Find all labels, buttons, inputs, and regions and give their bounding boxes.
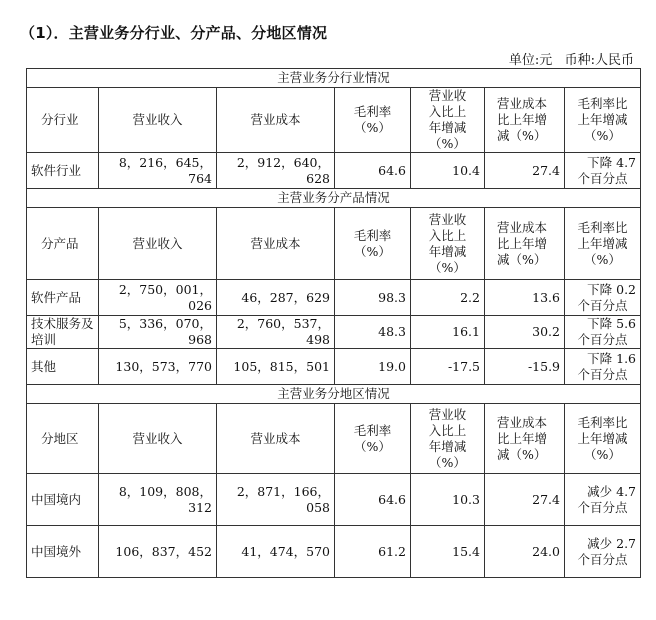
revenue-cell: 106，837，452 [99, 526, 217, 578]
main-business-table [26, 68, 641, 578]
gm-change-header-line: 毛利率比 [577, 414, 628, 430]
table-row [27, 526, 641, 578]
gm-change-cell [565, 474, 641, 526]
table-row [27, 474, 641, 526]
row-category: 软件行业 [27, 153, 99, 189]
column-header-row [27, 88, 641, 153]
gross-margin-header-line: 毛利率 [353, 422, 392, 438]
gm-change-cell [565, 349, 641, 385]
revenue-cell: 8，216，645，764 [99, 153, 217, 189]
cost-change-header-line: 比上年增 [497, 112, 548, 127]
dimension-header: 分地区 [27, 404, 99, 474]
cost-change-header-line: 营业成本 [497, 96, 548, 111]
cost-change-header-line: 营业成本 [497, 414, 548, 430]
gm-change-line: 减少 4.7 [587, 483, 636, 499]
cost-change-cell: 24.0 [485, 526, 565, 578]
revenue-change-header-line: 营业收 [428, 406, 467, 422]
row-category: 中国境外 [27, 526, 99, 578]
revenue-change-header-line: 营业收 [428, 88, 467, 103]
cost-cell: 105，815，501 [217, 349, 335, 385]
cost-cell: 46，287，629 [217, 280, 335, 316]
table-row [27, 316, 641, 349]
row-category: 软件产品 [27, 280, 99, 316]
cost-change-cell: 30.2 [485, 316, 565, 349]
gross-margin-cell: 64.6 [335, 474, 411, 526]
revenue-cell: 5，336，070，968 [99, 316, 217, 349]
revenue-change-header-line: 年增减 [428, 243, 467, 259]
gm-change-header-line: 上年增减 [577, 430, 628, 446]
revenue-cell: 130，573，770 [99, 349, 217, 385]
revenue-change-header [411, 404, 485, 474]
column-header-row [27, 208, 641, 280]
revenue-change-cell: 15.4 [411, 526, 485, 578]
section-title-row [27, 385, 641, 404]
cost-change-header-line: 营业成本 [497, 219, 548, 235]
cost-change-cell: 27.4 [485, 474, 565, 526]
gm-change-line: 下降 4.7 [587, 154, 636, 170]
dimension-header: 分产品 [27, 208, 99, 280]
gm-change-line: 减少 2.7 [587, 535, 636, 551]
revenue-change-header [411, 88, 485, 153]
table-row [27, 349, 641, 385]
gross-margin-header-line: 毛利率 [353, 227, 392, 243]
revenue-change-header [411, 208, 485, 280]
column-header-row [27, 404, 641, 474]
revenue-change-header-line: （%） [429, 259, 466, 275]
gm-change-header-line: 毛利率比 [577, 96, 628, 111]
gm-change-header [565, 404, 641, 474]
revenue-header: 营业收入 [99, 88, 217, 153]
gm-change-header-line: 上年增减 [577, 235, 628, 251]
cost-cell: 2，760，537，498 [217, 316, 335, 349]
cost-header: 营业成本 [217, 208, 335, 280]
revenue-change-header-line: 入比上 [428, 422, 467, 438]
cost-cell: 41，474，570 [217, 526, 335, 578]
gross-margin-header-line: （%） [354, 243, 391, 259]
cost-change-header [485, 404, 565, 474]
gm-change-line: 下降 1.6 [587, 350, 636, 366]
cost-change-header-line: 比上年增 [497, 235, 548, 251]
gm-change-line: 个百分点 [577, 332, 628, 347]
table-row [27, 153, 641, 189]
gm-change-cell [565, 153, 641, 189]
gm-change-header-line: （%） [584, 128, 621, 143]
cost-header: 营业成本 [217, 404, 335, 474]
cost-change-cell: 27.4 [485, 153, 565, 189]
cost-change-header-line: 比上年增 [497, 430, 548, 446]
gm-change-header [565, 88, 641, 153]
gross-margin-header-line: （%） [354, 438, 391, 454]
unit-currency-note: 单位:元 币种:人民币 [508, 53, 634, 68]
cost-change-header-line: 减（%） [497, 251, 547, 267]
gross-margin-cell: 61.2 [335, 526, 411, 578]
revenue-change-header-line: （%） [429, 454, 466, 470]
section-title-row [27, 69, 641, 88]
revenue-change-header-line: 入比上 [428, 104, 467, 119]
row-category: 技术服务及培训 [27, 316, 99, 349]
gm-change-line: 个百分点 [577, 551, 628, 567]
gm-change-cell [565, 316, 641, 349]
section-title: 主营业务分地区情况 [27, 385, 641, 404]
section-title: 主营业务分产品情况 [27, 189, 641, 208]
cost-header: 营业成本 [217, 88, 335, 153]
gm-change-cell [565, 280, 641, 316]
section-heading: （1）．主营业务分行业、分产品、分地区情况 [20, 24, 328, 42]
gross-margin-cell: 19.0 [335, 349, 411, 385]
gross-margin-header-line: 毛利率 [353, 104, 392, 119]
section-title-row [27, 189, 641, 208]
revenue-change-header-line: 年增减 [428, 120, 467, 135]
revenue-cell: 2，750，001，026 [99, 280, 217, 316]
gm-change-header-line: （%） [584, 251, 621, 267]
revenue-change-cell: 2.2 [411, 280, 485, 316]
gm-change-header-line: 上年增减 [577, 112, 628, 127]
revenue-change-cell: 16.1 [411, 316, 485, 349]
cost-change-header-line: 减（%） [497, 446, 547, 462]
cost-cell: 2，912，640，628 [217, 153, 335, 189]
revenue-change-cell: -17.5 [411, 349, 485, 385]
gross-margin-header [335, 88, 411, 153]
cost-change-header [485, 88, 565, 153]
cost-change-cell: -15.9 [485, 349, 565, 385]
section-title: 主营业务分行业情况 [27, 69, 641, 88]
gm-change-cell [565, 526, 641, 578]
revenue-change-header-line: （%） [429, 136, 466, 151]
gm-change-line: 个百分点 [577, 170, 628, 186]
gross-margin-cell: 48.3 [335, 316, 411, 349]
table-row [27, 280, 641, 316]
gm-change-line: 下降 5.6 [587, 316, 636, 331]
revenue-change-cell: 10.3 [411, 474, 485, 526]
gross-margin-header-line: （%） [354, 120, 391, 135]
cost-change-header-line: 减（%） [497, 128, 547, 143]
revenue-change-header-line: 入比上 [428, 227, 467, 243]
gm-change-header-line: 毛利率比 [577, 219, 628, 235]
gross-margin-cell: 98.3 [335, 280, 411, 316]
cost-change-cell: 13.6 [485, 280, 565, 316]
gross-margin-cell: 64.6 [335, 153, 411, 189]
revenue-change-header-line: 营业收 [428, 211, 467, 227]
row-category: 其他 [27, 349, 99, 385]
gross-margin-header [335, 404, 411, 474]
revenue-change-cell: 10.4 [411, 153, 485, 189]
revenue-change-header-line: 年增减 [428, 438, 467, 454]
gm-change-header-line: （%） [584, 446, 621, 462]
gross-margin-header [335, 208, 411, 280]
cost-cell: 2，871，166，058 [217, 474, 335, 526]
revenue-header: 营业收入 [99, 404, 217, 474]
cost-change-header [485, 208, 565, 280]
revenue-cell: 8，109，808，312 [99, 474, 217, 526]
gm-change-line: 个百分点 [577, 297, 628, 313]
revenue-header: 营业收入 [99, 208, 217, 280]
gm-change-header [565, 208, 641, 280]
dimension-header: 分行业 [27, 88, 99, 153]
gm-change-line: 下降 0.2 [587, 281, 636, 297]
gm-change-line: 个百分点 [577, 499, 628, 515]
row-category: 中国境内 [27, 474, 99, 526]
gm-change-line: 个百分点 [577, 366, 628, 382]
